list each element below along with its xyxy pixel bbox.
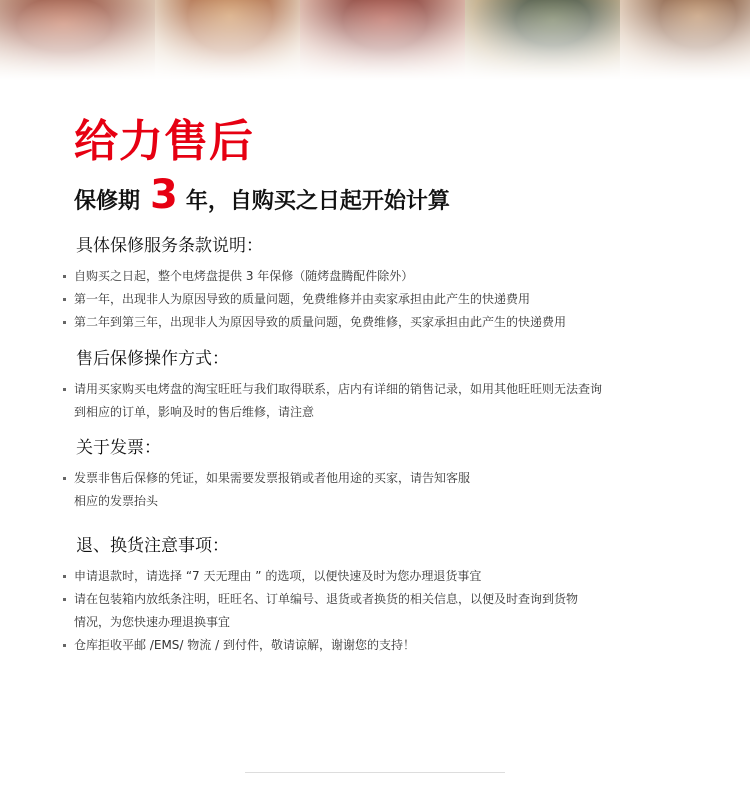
list-item — [62, 467, 702, 513]
return-list — [62, 565, 702, 657]
list-item — [62, 378, 702, 424]
terms-list — [62, 265, 702, 334]
list-item — [62, 265, 702, 288]
list-item — [62, 311, 702, 334]
invoice-section — [62, 437, 702, 513]
item-text: 仓库拒收平邮 /EMS/ 物流 / 到付件，敬请谅解，谢谢您的支持！ — [74, 638, 415, 652]
section-heading: 具体保修服务条款说明： — [76, 236, 263, 256]
item-text: 第一年，出现非人为原因导致的质量问题，免费维修并由卖家承担由此产生的快递费用 — [74, 292, 531, 306]
list-item — [62, 634, 702, 657]
service-procedure-section — [62, 348, 702, 424]
warranty-period — [74, 172, 450, 222]
bullet-icon — [63, 477, 66, 480]
item-text-continued: 相应的发票抬头 — [74, 494, 159, 508]
warranty-description: 年，自购买之日起开始计算 — [185, 189, 450, 214]
item-text: 申请退款时，请选择 “7 天无理由 ” 的选项，以便快速及时为您办理退货事宜 — [74, 569, 482, 583]
section-heading: 售后保修操作方式： — [76, 349, 229, 369]
item-text-continued: 情况，为您快速办理退换事宜 — [74, 615, 231, 629]
section-heading: 退、换货注意事项： — [76, 536, 229, 556]
item-text: 自购买之日起，整个电烤盘提供 3 年保修（随烤盘腾配件除外） — [74, 269, 414, 283]
bullet-icon — [63, 575, 66, 578]
bullet-icon — [63, 644, 66, 647]
return-exchange-section — [62, 535, 702, 657]
bullet-icon — [63, 598, 66, 601]
warranty-years: 3 — [150, 172, 178, 218]
bullet-icon — [63, 298, 66, 301]
banner-fade — [0, 0, 750, 80]
page-title: 给力售后 — [74, 116, 254, 167]
section-heading: 关于发票： — [76, 438, 161, 458]
food-photo-banner — [0, 0, 750, 80]
list-item — [62, 588, 702, 634]
footer-fine-print — [0, 758, 750, 777]
warranty-terms-section — [62, 235, 702, 334]
warranty-label: 保修期 — [74, 189, 141, 214]
item-text: 发票非售后保修的凭证，如果需要发票报销或者他用途的买家，请告知客服 — [74, 471, 471, 485]
item-text-continued: 到相应的订单，影响及时的售后维修，请注意 — [74, 405, 315, 419]
item-text: 第二年到第三年，出现非人为原因导致的质量问题，免费维修，买家承担由此产生的快递费用 — [74, 315, 567, 329]
fine-print-line — [245, 772, 505, 773]
bullet-icon — [63, 321, 66, 324]
bullet-icon — [63, 388, 66, 391]
item-text: 请在包装箱内放纸条注明，旺旺名、订单编号、退货或者换货的相关信息，以便及时查询到货物 — [74, 592, 579, 606]
procedure-list — [62, 378, 702, 424]
invoice-list — [62, 467, 702, 513]
bullet-icon — [63, 275, 66, 278]
list-item — [62, 288, 702, 311]
item-text: 请用买家购买电烤盘的淘宝旺旺与我们取得联系，店内有详细的销售记录，如用其他旺旺则无法查询 — [74, 382, 603, 396]
list-item — [62, 565, 702, 588]
